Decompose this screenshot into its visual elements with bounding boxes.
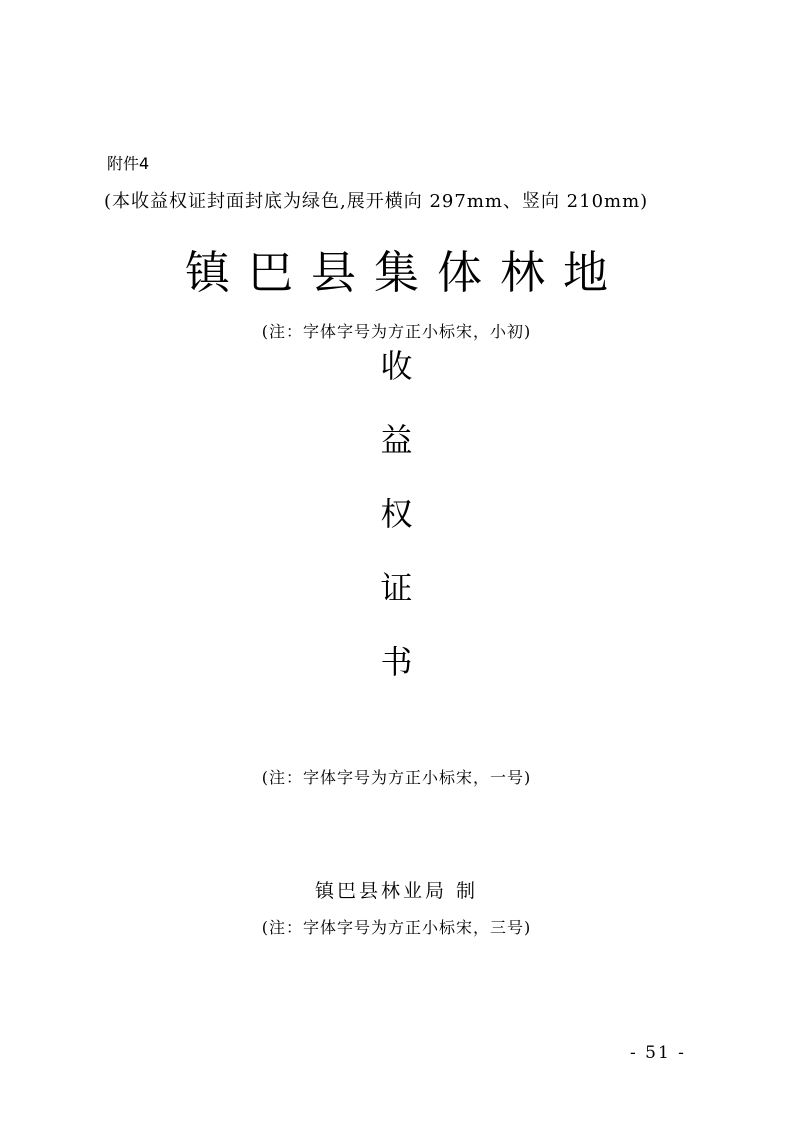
issuer: 镇巴县林业局 制: [314, 880, 479, 902]
font-note-title: (注：字体字号为方正小标宋，小初): [261, 322, 532, 341]
vertical-title-char: 收: [380, 347, 413, 385]
cover-spec-note: (本收益权证封面封底为绿色,展开横向 297mm、竖向 210mm): [104, 191, 649, 212]
vertical-title-char: 权: [380, 495, 413, 533]
attachment-label: 附件4: [107, 154, 150, 173]
font-note-vertical: (注：字体字号为方正小标宋，一号): [261, 768, 532, 787]
document-title: 镇巴县集体林地: [184, 246, 626, 299]
page-number: - 51 -: [630, 1043, 686, 1063]
vertical-title-char: 证: [380, 569, 413, 607]
vertical-title-char: 益: [380, 421, 413, 459]
font-note-issuer: (注：字体字号为方正小标宋，三号): [261, 918, 532, 937]
vertical-title-char: 书: [380, 643, 413, 681]
